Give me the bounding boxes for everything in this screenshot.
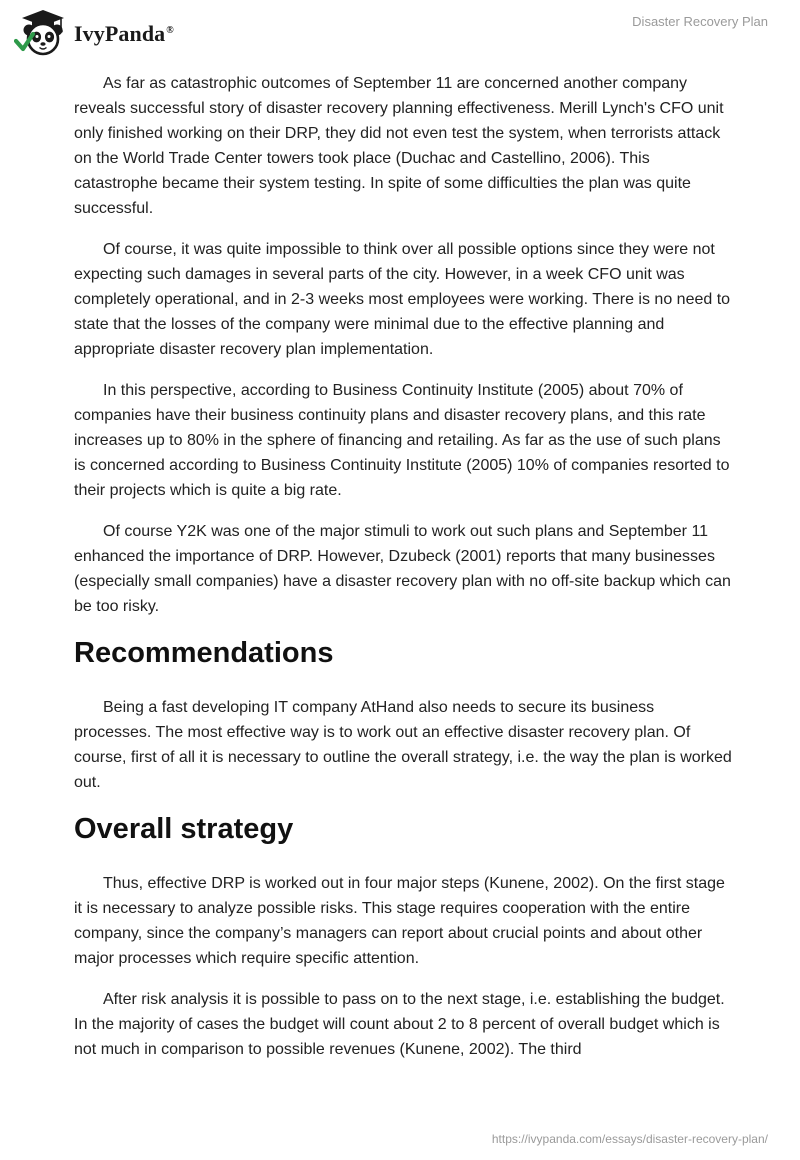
paragraph: Of course, it was quite impossible to think over all possible options since they were not expecting such damages in several parts of the city. However, in a week CFO unit was completely operational, and in 2-3 weeks most employees were working. There is no need to state that the losses of the company were minimal due to the effective planning and appropriate disaster recovery plan implementation. xyxy=(74,241,731,358)
paragraph: As far as catastrophic outcomes of September 11 are concerned another company reveals successful story of disaster recovery planning effectiveness. Merill Lynch's CFO unit only finished working on their DRP, they did not even test the system, when terrorists attack on the World Trade Center towers took place (Duchac and Castellino, 2006). This catastrophe became their system testing. In spite of some difficulties the plan was quite successful. xyxy=(74,75,724,217)
document-title: Disaster Recovery Plan xyxy=(632,14,768,29)
registered-mark: ® xyxy=(166,24,174,36)
section-heading-recommendations: Recommendations xyxy=(74,637,334,669)
paragraph: Thus, effective DRP is worked out in four major steps (Kunene, 2002). On the first stage it is necessary to analyze possible risks. This stage requires cooperation with the entire company, since the company’s managers can report about crucial points and about other major processes which require specific attention. xyxy=(74,875,725,967)
section-heading-overall-strategy: Overall strategy xyxy=(74,813,294,845)
essay-body xyxy=(74,71,734,1078)
source-url[interactable]: https://ivypanda.com/essays/disaster-recovery-plan/ xyxy=(491,1132,768,1146)
panda-graduate-icon xyxy=(14,8,72,58)
paragraph: In this perspective, according to Business Continuity Institute (2005) about 70% of companies have their business continuity plans and disaster recovery plans, and this rate increases up to 80% in the sphere of financing and retailing. As far as the use of such plans is concerned according to Business Continuity Institute (2005) 10% of companies resorted to their projects which is quite a big rate. xyxy=(74,382,730,499)
paragraph: Being a fast developing IT company AtHand also needs to secure its business processes. The most effective way is to work out an effective disaster recovery plan. Of course, first of all it is necessary to outline the overall strategy, i.e. the way the plan is worked out. xyxy=(74,699,732,791)
brand-name-text: IvyPanda xyxy=(74,21,166,46)
page-header xyxy=(0,0,800,60)
paragraph: After risk analysis it is possible to pass on to the next stage, i.e. establishing the budget. In the majority of cases the budget will count about 2 to 8 percent of overall budget which is not much in comparison to possible revenues (Kunene, 2002). The third xyxy=(74,991,725,1058)
brand-logo[interactable] xyxy=(14,8,174,58)
brand-name xyxy=(74,21,174,47)
paragraph: Of course Y2K was one of the major stimuli to work out such plans and September 11 enhanced the importance of DRP. However, Dzubeck (2001) reports that many businesses (especially small companies) have a disaster recovery plan with no off-site backup which can be too risky. xyxy=(74,523,731,615)
